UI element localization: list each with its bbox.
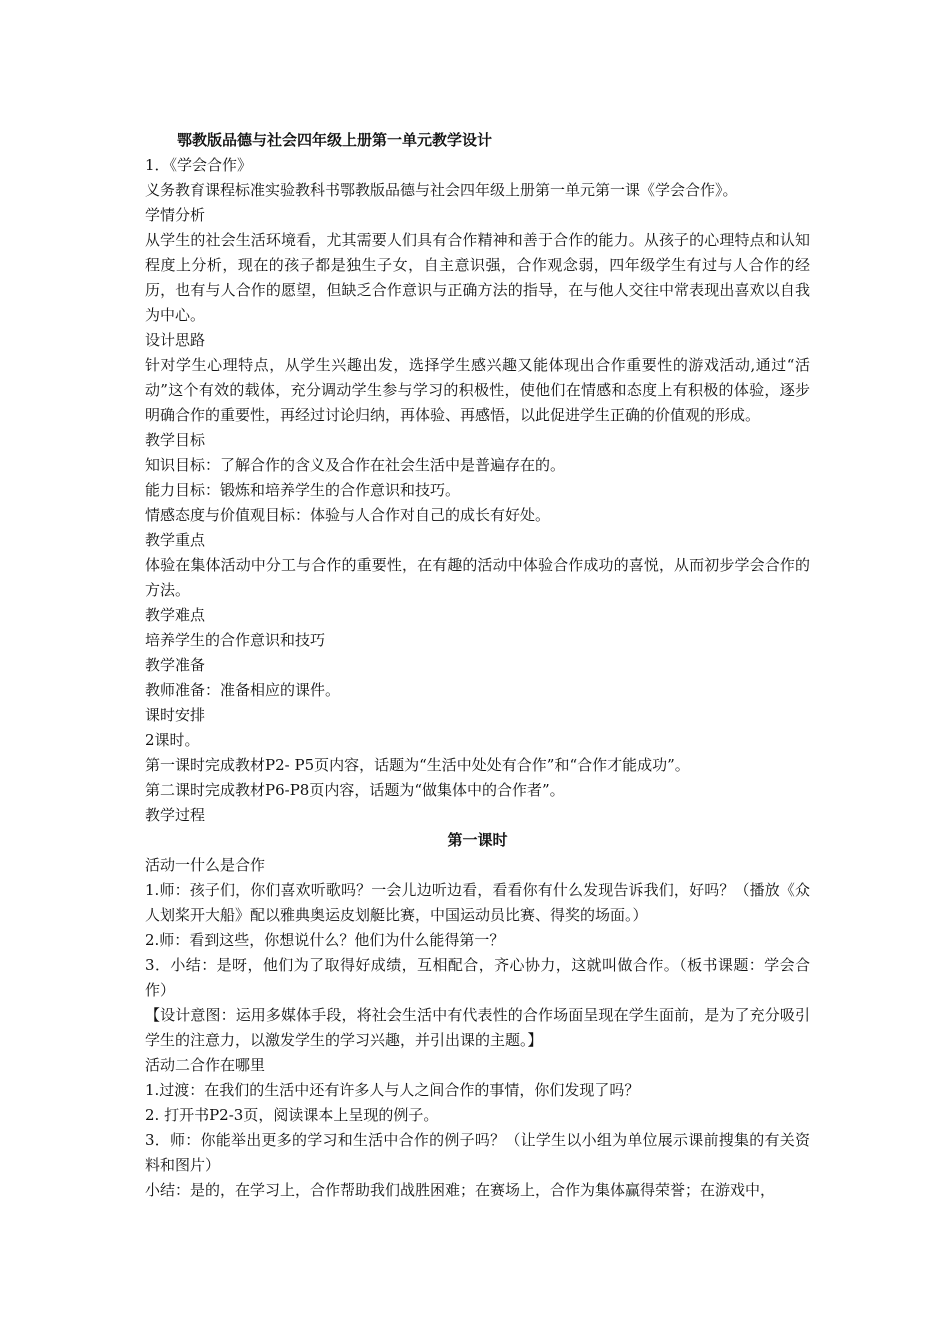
heading-analysis: 学情分析: [145, 206, 206, 224]
paragraph-analysis: 从学生的社会生活环境看，尤其需要人们具有合作精神和善于合作的能力。从孩子的心理特点和认知程度上分析，现在的孩子都是独生子女，自主意识强，合作观念弱，四年级学生有过与人合作的经历，也有与人合作的愿望，但缺乏合作意识与正确方法的指导，在与他人交往中常表现出喜欢以自我为中心。: [145, 231, 810, 324]
activity-one-step-3: 3．小结：是呀，他们为了取得好成绩，互相配合，齐心协力，这就叫做合作。（板书课题：学会合作）: [145, 956, 810, 999]
activity-two-step-2: 2. 打开书P2-3页，阅读课本上呈现的例子。: [145, 1106, 439, 1124]
activity-two-step-1: 1.过渡：在我们的生活中还有许多人与人之间合作的事情，你们发现了吗？: [145, 1081, 640, 1099]
paragraph-prep: 教师准备：准备相应的课件。: [145, 681, 341, 699]
activity-two-summary: 小结：是的，在学习上，合作帮助我们战胜困难；在赛场上，合作为集体赢得荣誉；在游戏中，: [145, 1181, 776, 1199]
goal-emotion: 情感态度与价值观目标：体验与人合作对自己的成长有好处。: [145, 506, 551, 524]
activity-one-design-intent: 【设计意图：运用多媒体手段，将社会生活中有代表性的合作场面呈现在学生面前，是为了充分吸引学生的注意力，以激发学生的学习兴趣，并引出课的主题。】: [145, 1006, 810, 1049]
activity-one-title: 活动一什么是合作: [145, 856, 266, 874]
paragraph-focus: 体验在集体活动中分工与合作的重要性，在有趣的活动中体验合作成功的喜悦，从而初步学会合作的方法。: [145, 556, 810, 599]
paragraph-second-lesson: 第二课时完成教材P6-P8页内容，话题为“做集体中的合作者”。: [145, 781, 565, 799]
heading-focus: 教学重点: [145, 531, 206, 549]
paragraph-first-lesson: 第一课时完成教材P2- P5页内容，话题为“生活中处处有合作”和“合作才能成功”。: [145, 756, 690, 774]
paragraph-design: 针对学生心理特点，从学生兴趣出发，选择学生感兴趣又能体现出合作重要性的游戏活动,通过“活动”这个有效的载体，充分调动学生参与学习的积极性，使他们在情感和态度上有积极的体验，逐步明确合作的重要性，再经过讨论归纳，再体验、再感悟，以此促进学生正确的价值观的形成。: [145, 356, 810, 424]
heading-goals: 教学目标: [145, 431, 206, 449]
activity-two-step-3: 3．师：你能举出更多的学习和生活中合作的例子吗？（让学生以小组为单位展示课前搜集的有关资料和图片）: [145, 1131, 810, 1174]
intro-text: 义务教育课程标准实验教科书鄂教版品德与社会四年级上册第一单元第一课《学会合作》。: [145, 181, 738, 199]
heading-difficulty: 教学难点: [145, 606, 206, 624]
heading-design: 设计思路: [145, 331, 206, 349]
heading-schedule: 课时安排: [145, 706, 206, 724]
activity-two-title: 活动二合作在哪里: [145, 1056, 266, 1074]
paragraph-hours: 2课时。: [145, 731, 200, 749]
heading-process: 教学过程: [145, 806, 206, 824]
heading-lesson-one: 第一课时: [447, 831, 508, 849]
paragraph-difficulty: 培养学生的合作意识和技巧: [145, 631, 326, 649]
lesson-title: 1．《学会合作》: [145, 156, 253, 174]
activity-one-step-2: 2.师：看到这些，你想说什么？他们为什么能得第一？: [145, 931, 505, 949]
document-title: 鄂教版品德与社会四年级上册第一单元教学设计: [177, 131, 493, 149]
document-page: [145, 128, 810, 1203]
goal-knowledge: 知识目标：了解合作的含义及合作在社会生活中是普遍存在的。: [145, 456, 566, 474]
heading-prep: 教学准备: [145, 656, 206, 674]
goal-ability: 能力目标：锻炼和培养学生的合作意识和技巧。: [145, 481, 461, 499]
activity-one-step-1: 1.师：孩子们，你们喜欢听歌吗？一会儿边听边看，看看你有什么发现告诉我们，好吗？（播放《众人划桨开大船》配以雅典奥运皮划艇比赛，中国运动员比赛、得奖的场面。）: [145, 881, 810, 924]
